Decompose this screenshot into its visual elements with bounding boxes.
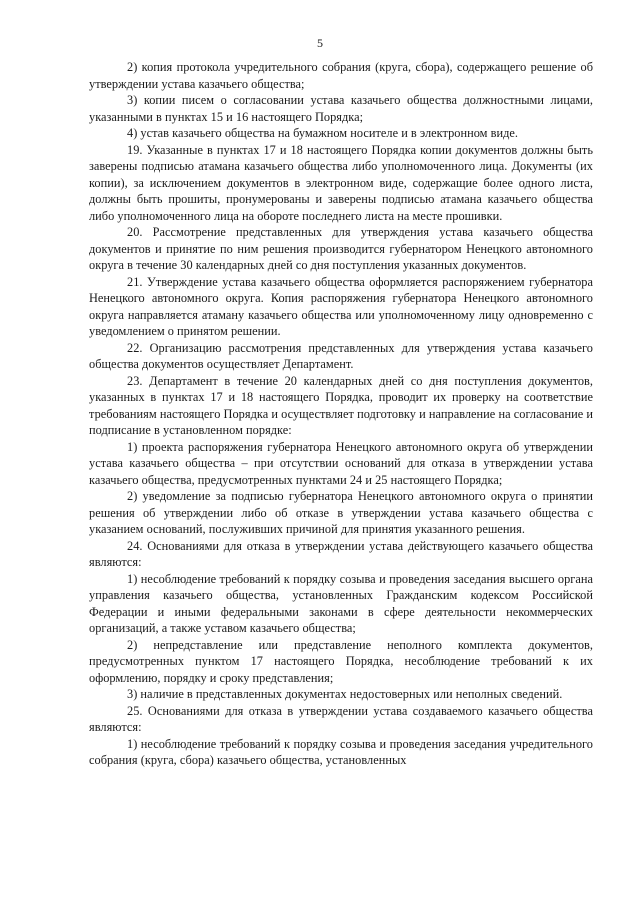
paragraph-24-item-2: 2) непредставление или представление неполного комплекта документов, предусмотренных пунктом 17 настоящего Порядка, несоблюдение требований к их оформлению, порядку и сроку представления; (89, 637, 593, 685)
paragraph-23-item-2: 2) уведомление за подписью губернатора Ненецкого автономного округа о принятии решения об утверждении либо об отказе в утверждении устава казачьего общества с указанием оснований, послуживших причиной для принятия указанного решения. (89, 489, 593, 536)
paragraph-23-item-1: 1) проекта распоряжения губернатора Ненецкого автономного округа об утверждении устава казачьего общества – при отсутствии оснований для отказа в утверждении устава казачьего общества, предусмотренных пунктами 24 и 25 настоящего Порядка; (89, 439, 593, 487)
paragraph-24-item-1: 1) несоблюдение требований к порядку созыва и проведения заседания высшего органа управления казачьего общества, установленных Гражданским кодексом Российской Федерации и иными федеральными законами в сфере деятельности некоммерческих организаций, а также уставом казачьего общества; (89, 571, 593, 635)
paragraph-21: 21. Утверждение устава казачьего общества оформляется распоряжением губернатора Ненецкого автономного округа. Копия распоряжения губернатора Ненецкого автономного округа направляется атаману казачьего общества или уполномоченному лицу одновременно с уведомлением о принятом решении. (89, 274, 593, 338)
paragraph-24-item-3: 3) наличие в представленных документах недостоверных или неполных сведений. (127, 687, 563, 701)
paragraph-item-4-charter: 4) устав казачьего общества на бумажном носителе и в электронном виде. (127, 126, 518, 140)
paragraph-22: 22. Организацию рассмотрения представленных для утверждения устава казачьего общества документов осуществляет Департамент. (89, 340, 593, 371)
paragraph-24: 24. Основаниями для отказа в утверждении устава действующего казачьего общества являются: (89, 538, 593, 569)
paragraph-25-item-1: 1) несоблюдение требований к порядку созыва и проведения заседания учредительного собрания (круга, сбора) казачьего общества, установленных (89, 736, 593, 767)
paragraph-19: 19. Указанные в пунктах 17 и 18 настоящего Порядка копии документов должны быть заверены подписью атамана казачьего общества либо уполномоченного лица. Документы (их копии), за исключением документов в электронном виде, содержащие более одного листа, должны быть прошиты, пронумерованы и заверены подписью атамана казачьего общества либо уполномоченного лица на обороте последнего листа на месте прошивки. (89, 142, 593, 223)
page-number: 5 (317, 36, 323, 50)
paragraph-item-2-protocol: 2) копия протокола учредительного собрания (круга, сбора), содержащего решение об утверждении устава казачьего общества; (89, 60, 593, 91)
paragraph-20: 20. Рассмотрение представленных для утверждения устава казачьего общества документов и принятие по ним решения производится губернатором Ненецкого автономного округа в течение 30 календарных дней со дня поступления указанных документов. (89, 225, 593, 272)
paragraph-item-3-letters: 3) копии писем о согласовании устава казачьего общества должностными лицами, указанными в пунктах 15 и 16 настоящего Порядка; (89, 93, 593, 124)
document-body (89, 59, 593, 769)
paragraph-25: 25. Основаниями для отказа в утверждении устава создаваемого казачьего общества являются: (89, 703, 593, 734)
paragraph-23: 23. Департамент в течение 20 календарных дней со дня поступления документов, указанных в пунктах 17 и 18 настоящего Порядка, проводит их проверку на соответствие требованиям настоящего Порядка и осуществляет подготовку и направление на согласование и подписание в установленном порядке: (89, 373, 593, 437)
